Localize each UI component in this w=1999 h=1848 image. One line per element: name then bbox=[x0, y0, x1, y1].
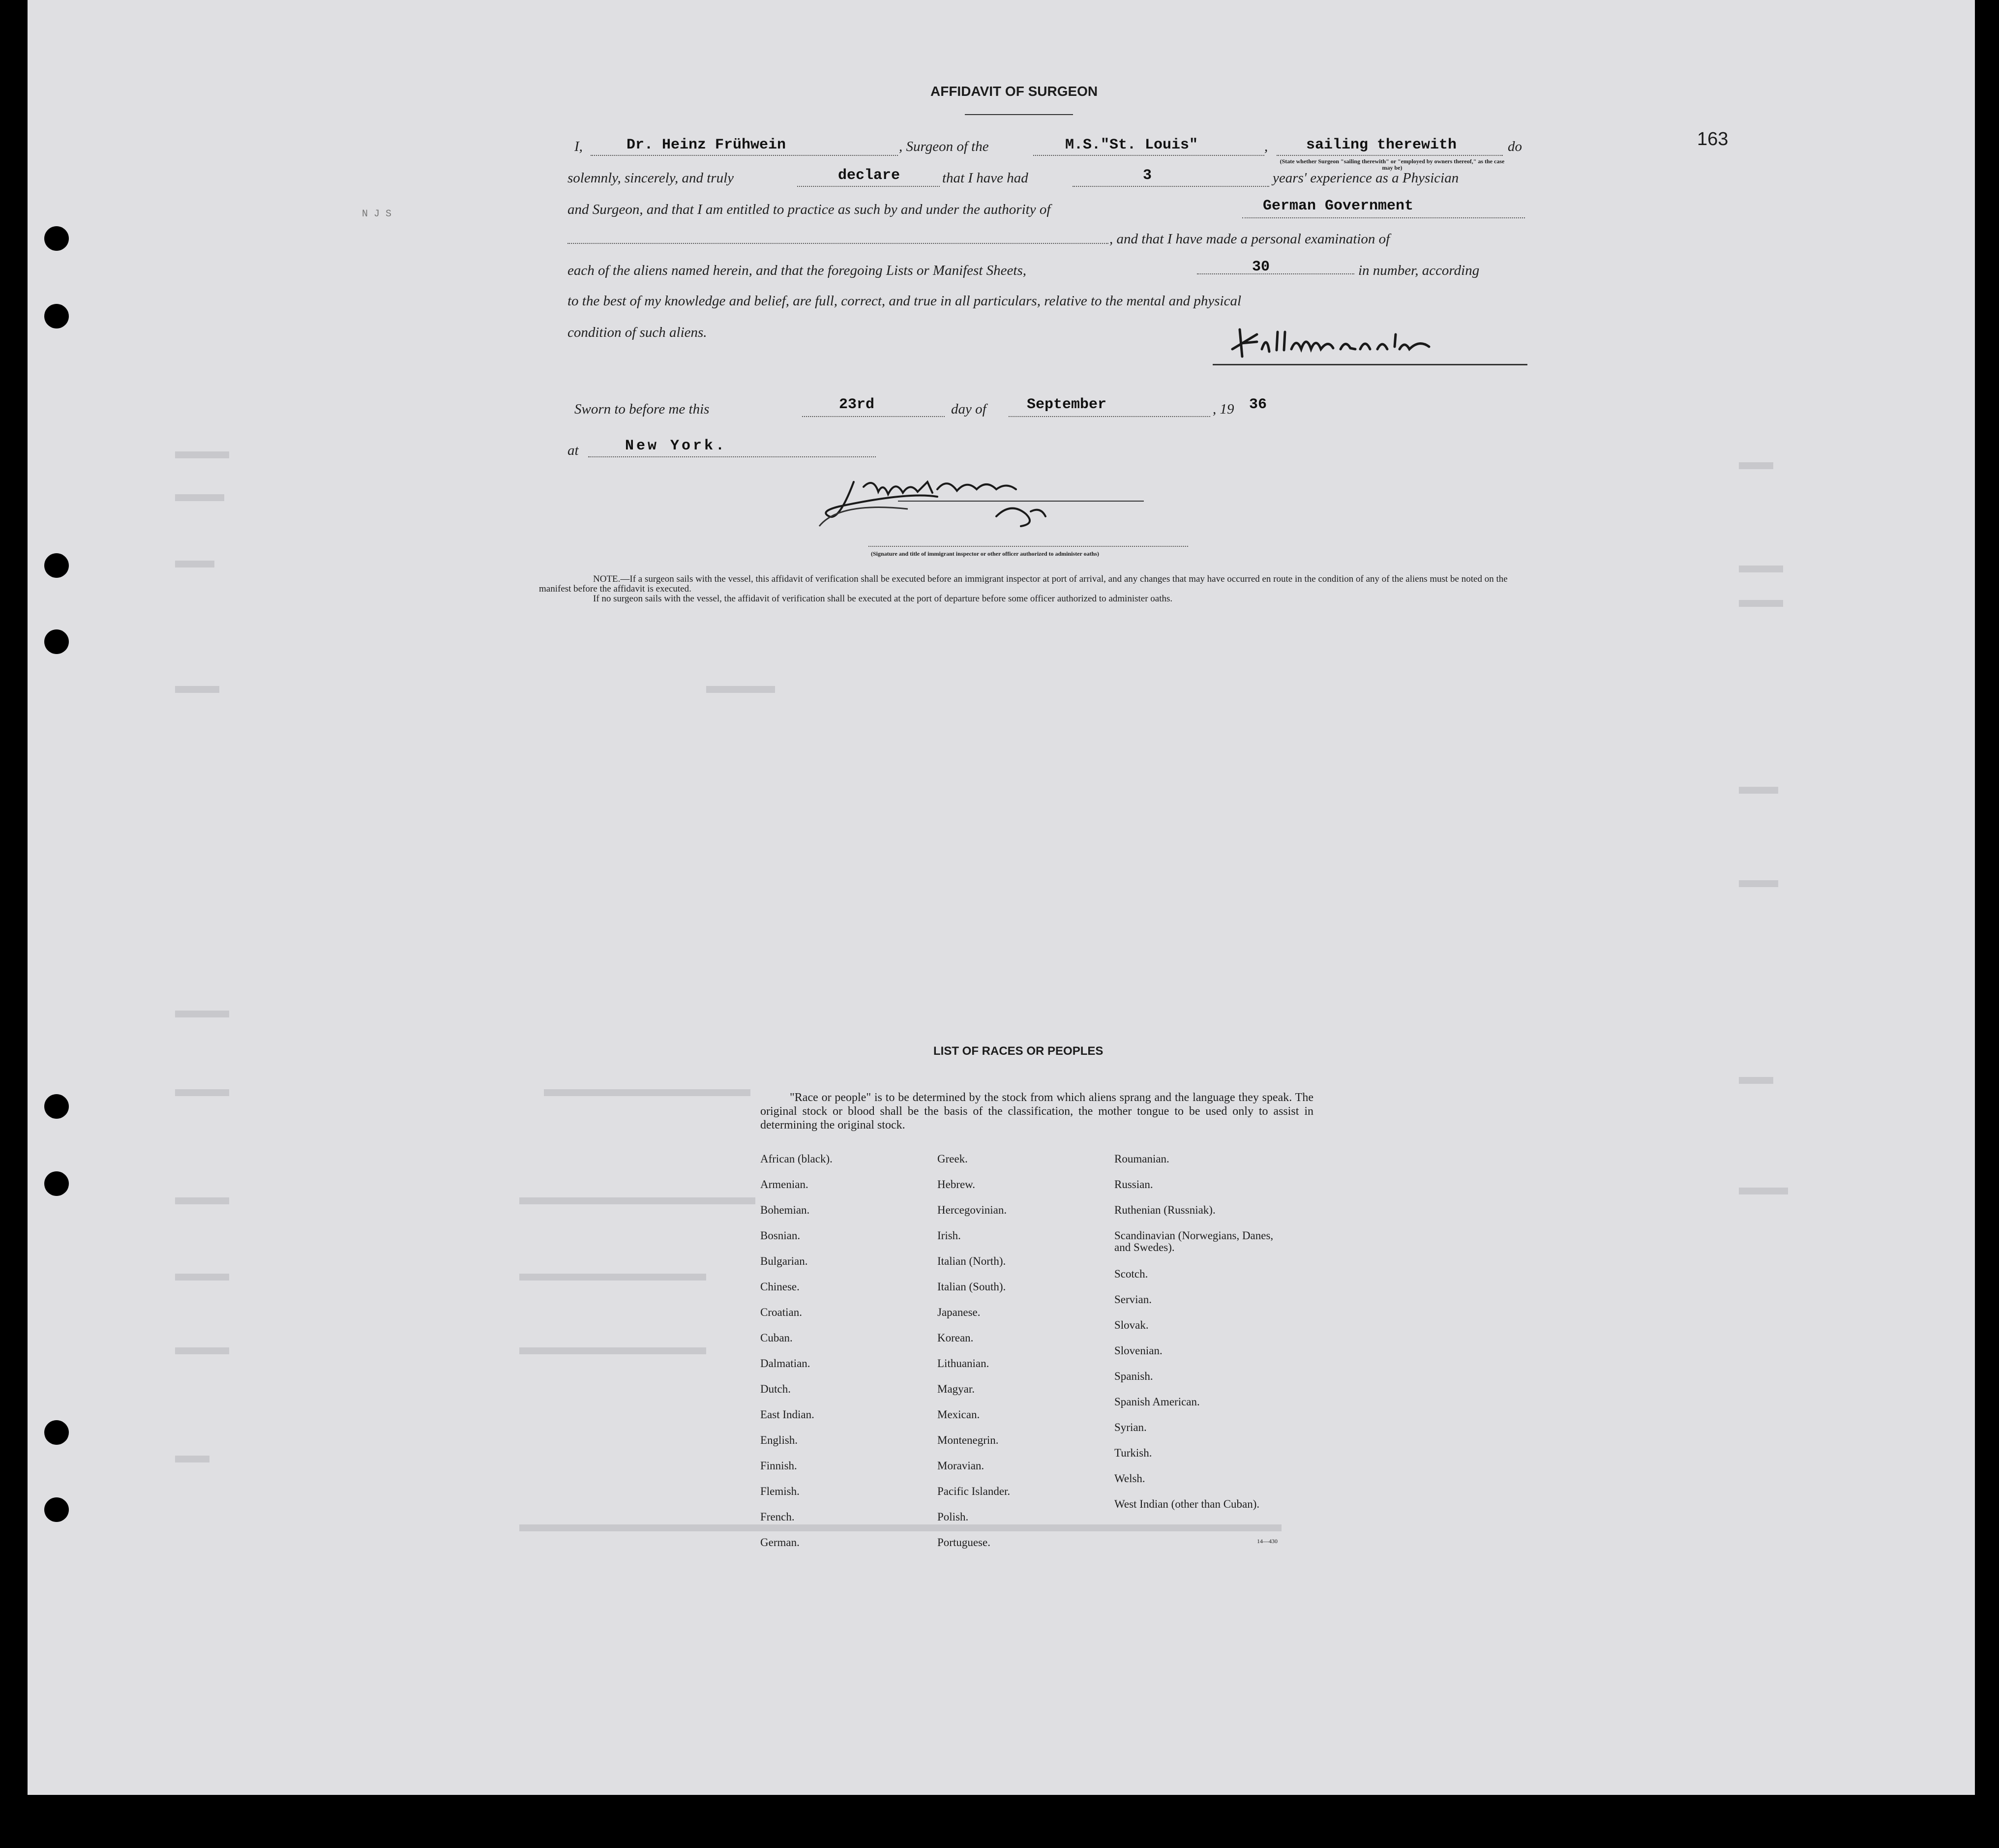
binder-hole bbox=[44, 1497, 69, 1522]
race-item: Spanish. bbox=[1114, 1370, 1153, 1382]
authority-field: German Government bbox=[1263, 198, 1414, 214]
surgeon-name-line bbox=[591, 155, 898, 156]
comma: , bbox=[1264, 139, 1268, 154]
surgeon-signature bbox=[1223, 320, 1518, 369]
race-item: Slovak. bbox=[1114, 1319, 1149, 1331]
number-label: in number, according bbox=[1358, 263, 1480, 278]
affidavit-title: AFFIDAVIT OF SURGEON bbox=[930, 84, 1098, 99]
document-page bbox=[28, 0, 1975, 1795]
race-item: Italian (North). bbox=[937, 1255, 1006, 1267]
race-item: Dalmatian. bbox=[760, 1357, 810, 1370]
place-line bbox=[588, 456, 876, 457]
race-item: Slovenian. bbox=[1114, 1344, 1163, 1357]
race-item: Croatian. bbox=[760, 1306, 802, 1318]
surgeon-signature-line bbox=[1213, 364, 1527, 365]
form-number: 14—430 bbox=[1257, 1538, 1278, 1545]
years-label: years' experience as a Physician bbox=[1273, 170, 1459, 186]
race-item: Montenegrin. bbox=[937, 1434, 999, 1446]
race-item: French. bbox=[760, 1511, 795, 1523]
vessel-field: M.S."St. Louis" bbox=[1065, 137, 1198, 153]
note-2: If no surgeon sails with the vessel, the affidavit of verification shall be executed at the port of departure before some officer authorized to administer oaths. bbox=[593, 594, 1173, 604]
each-label: each of the aliens named herein, and that the foregoing Lists or Manifest Sheets, bbox=[567, 263, 1026, 278]
year-prefix: , 19 bbox=[1213, 401, 1234, 417]
page-number: 163 bbox=[1697, 129, 1729, 149]
sheets-line bbox=[1197, 273, 1354, 274]
authority-continuation-line bbox=[567, 243, 1108, 244]
officer-caption: (Signature and title of immigrant inspector or other officer authorized to administer oaths) bbox=[871, 550, 1099, 557]
race-item: Syrian. bbox=[1114, 1421, 1147, 1433]
day-field: 23rd bbox=[839, 396, 875, 413]
race-item: Pacific Islander. bbox=[937, 1485, 1011, 1497]
race-item: Bulgarian. bbox=[760, 1255, 808, 1267]
race-item: Chinese. bbox=[760, 1281, 800, 1293]
race-item: Spanish American. bbox=[1114, 1396, 1200, 1408]
and-surgeon-label: and Surgeon, and that I am entitled to practice as such by and under the authority of bbox=[567, 202, 1051, 217]
race-item: Magyar. bbox=[937, 1383, 975, 1395]
race-item: Hercegovinian. bbox=[937, 1204, 1007, 1216]
examination-label: , and that I have made a personal examination of bbox=[1109, 231, 1390, 247]
race-item: Mexican. bbox=[937, 1408, 980, 1421]
binder-hole bbox=[44, 226, 69, 251]
race-item: Servian. bbox=[1114, 1293, 1152, 1306]
declare-field: declare bbox=[838, 167, 900, 184]
race-item: Moravian. bbox=[937, 1460, 985, 1472]
race-item: Portuguese. bbox=[937, 1536, 990, 1549]
officer-signature-line-2 bbox=[868, 546, 1188, 547]
do-label: do bbox=[1508, 139, 1522, 154]
binder-hole bbox=[44, 1420, 69, 1445]
sailing-note: (State whether Surgeon "sailing therewith" or "employed by owners thereof," as the case may be) bbox=[1280, 158, 1505, 171]
years-line bbox=[1073, 186, 1269, 187]
race-item: Greek. bbox=[937, 1153, 968, 1165]
races-intro: "Race or people" is to be determined by the stock from which aliens sprang and the language they speak. The original stock or blood shall be the basis of the classification, the mother tongue to be used only to assist in determining the original stock. bbox=[760, 1091, 1313, 1132]
sheets-field: 30 bbox=[1252, 259, 1270, 275]
races-title: LIST OF RACES OR PEOPLES bbox=[933, 1044, 1104, 1058]
corner-mark: N J S bbox=[362, 209, 392, 220]
race-item: Welsh. bbox=[1114, 1472, 1145, 1485]
binder-hole bbox=[44, 1094, 69, 1119]
note-1: NOTE.—If a surgeon sails with the vessel, this affidavit of verification shall be executed before an immigrant inspector at port of arrival, and any changes that may have occurred en route in the condition of any of the aliens must be noted on the manifest before the affidavit is executed. bbox=[539, 574, 1508, 594]
place-field: New York. bbox=[625, 438, 727, 454]
condition-label: condition of such aliens. bbox=[567, 325, 707, 340]
race-item: German. bbox=[760, 1536, 800, 1549]
race-item: Scandinavian (Norwegians, Danes, and Swedes). bbox=[1114, 1229, 1274, 1253]
race-item: Polish. bbox=[937, 1511, 969, 1523]
race-item: East Indian. bbox=[760, 1408, 814, 1421]
surgeon-of-label: , Surgeon of the bbox=[899, 139, 989, 154]
race-item: West Indian (other than Cuban). bbox=[1114, 1498, 1260, 1510]
month-field: September bbox=[1027, 396, 1107, 413]
sworn-label: Sworn to before me this bbox=[574, 401, 710, 417]
race-item: Russian. bbox=[1114, 1178, 1153, 1191]
vessel-line bbox=[1033, 155, 1264, 156]
race-item: Roumanian. bbox=[1114, 1153, 1169, 1165]
race-item: Dutch. bbox=[760, 1383, 791, 1395]
solemnly-label: solemnly, sincerely, and truly bbox=[567, 170, 734, 186]
binder-hole bbox=[44, 629, 69, 654]
at-label: at bbox=[567, 443, 579, 458]
race-item: Flemish. bbox=[760, 1485, 800, 1497]
sailing-line bbox=[1277, 155, 1503, 156]
authority-line bbox=[1242, 217, 1525, 218]
race-item: Scotch. bbox=[1114, 1268, 1148, 1280]
day-line bbox=[802, 416, 945, 417]
officer-signature bbox=[809, 462, 1124, 556]
race-item: English. bbox=[760, 1434, 798, 1446]
knowledge-label: to the best of my knowledge and belief, are full, correct, and true in all particulars, relative to the mental and physical bbox=[567, 293, 1242, 309]
binder-hole bbox=[44, 304, 69, 328]
race-item: Bosnian. bbox=[760, 1229, 801, 1242]
surgeon-name-field: Dr. Heinz Frühwein bbox=[627, 137, 786, 153]
race-item: Armenian. bbox=[760, 1178, 808, 1191]
race-item: African (black). bbox=[760, 1153, 833, 1165]
race-item: Finnish. bbox=[760, 1460, 797, 1472]
years-field: 3 bbox=[1143, 167, 1152, 184]
race-item: Hebrew. bbox=[937, 1178, 976, 1191]
that-label: that I have had bbox=[942, 170, 1028, 186]
race-item: Bohemian. bbox=[760, 1204, 810, 1216]
i-label: I, bbox=[574, 139, 583, 154]
officer-signature-line-1 bbox=[898, 501, 1144, 502]
race-item: Cuban. bbox=[760, 1332, 793, 1344]
race-item: Turkish. bbox=[1114, 1447, 1152, 1459]
year-field: 36 bbox=[1249, 396, 1267, 413]
race-item: Japanese. bbox=[937, 1306, 981, 1318]
race-item: Irish. bbox=[937, 1229, 961, 1242]
race-item: Italian (South). bbox=[937, 1281, 1006, 1293]
title-rule bbox=[965, 114, 1073, 115]
race-item: Ruthenian (Russniak). bbox=[1114, 1204, 1216, 1216]
month-line bbox=[1009, 416, 1210, 417]
day-of-label: day of bbox=[951, 401, 986, 417]
race-item: Lithuanian. bbox=[937, 1357, 989, 1370]
binder-hole bbox=[44, 1171, 69, 1196]
sailing-field: sailing therewith bbox=[1306, 137, 1457, 153]
race-item: Korean. bbox=[937, 1332, 974, 1344]
declare-line bbox=[797, 186, 940, 187]
binder-hole bbox=[44, 553, 69, 578]
